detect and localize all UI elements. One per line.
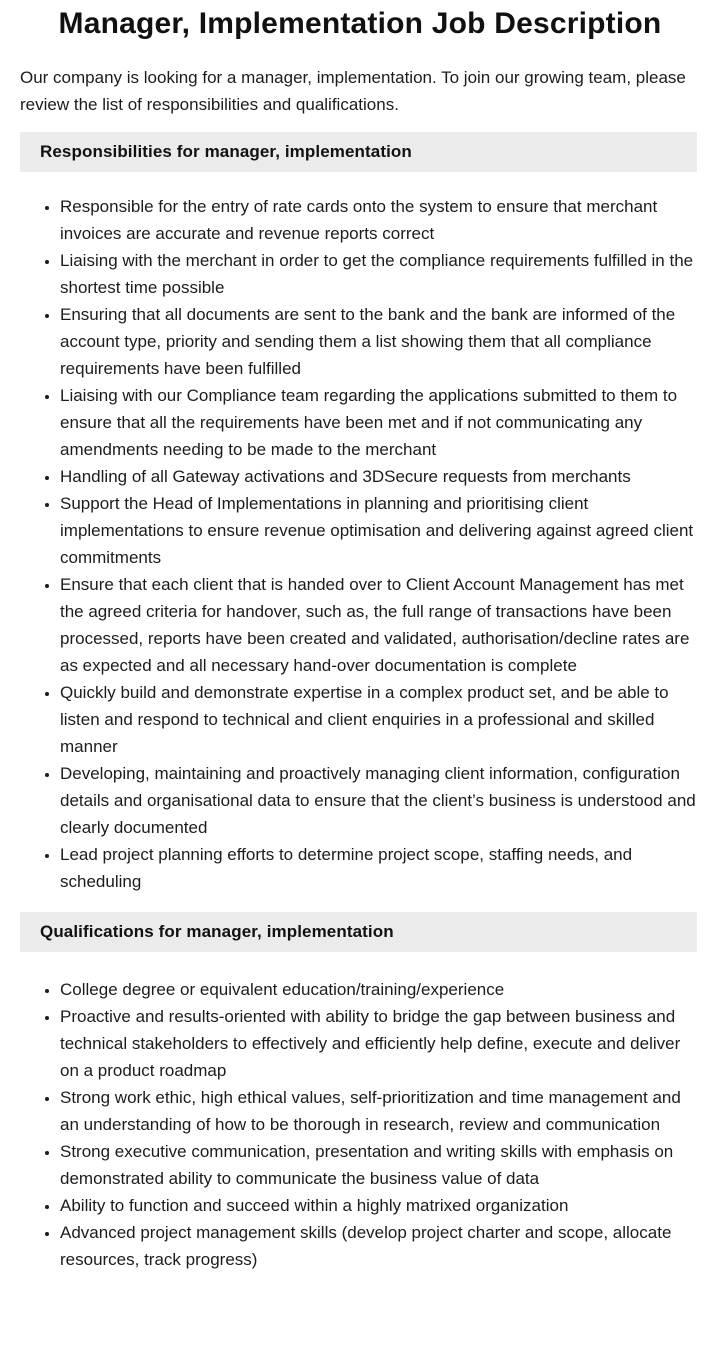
responsibility-list-item: • Lead project planning efforts to determine project scope, staffing needs, and scheduling <box>60 841 696 895</box>
responsibility-list-item: • Ensure that each client that is handed over to Client Account Management has met the agreed criteria for handover, such as, the full range of transactions have been processed, reports have been created and validated, authorisation/decline rates are as expected and all necessary hand-over documentation is complete <box>60 571 696 679</box>
section-header-qualifications <box>20 912 697 952</box>
responsibility-list-item: • Quickly build and demonstrate expertise in a complex product set, and be able to listen and respond to technical and client enquiries in a professional and skilled manner <box>60 679 696 760</box>
responsibility-list-item: • Handling of all Gateway activations and 3DSecure requests from merchants <box>60 463 696 490</box>
section-heading-responsibilities-label: Responsibilities for manager, implementation <box>40 142 412 161</box>
qualification-list-item: • College degree or equivalent education/training/experience <box>60 976 696 1003</box>
section-heading-qualifications-label: Qualifications for manager, implementation <box>40 922 394 941</box>
intro-paragraph: Our company is looking for a manager, implementation. To join our growing team, please review the list of responsibilities and qualifications. <box>20 68 686 114</box>
responsibility-list-item: • Support the Head of Implementations in planning and prioritising client implementations to ensure revenue optimisation and delivering against agreed client commitments <box>60 490 696 571</box>
responsibility-list-item: • Developing, maintaining and proactively managing client information, configuration details and organisational data to ensure that the client’s business is understood and clearly documented <box>60 760 696 841</box>
responsibility-list-item: • Liaising with the merchant in order to get the compliance requirements fulfilled in the shortest time possible <box>60 247 696 301</box>
responsibility-list-item: • Ensuring that all documents are sent to the bank and the bank are informed of the account type, priority and sending them a list showing them that all compliance requirements have been fulfilled <box>60 301 696 382</box>
responsibilities-list <box>20 193 696 895</box>
page-title: Manager, Implementation Job Description <box>58 7 662 40</box>
responsibility-list-item: • Responsible for the entry of rate cards onto the system to ensure that merchant invoices are accurate and revenue reports correct <box>60 193 696 247</box>
section-header-responsibilities <box>20 132 697 172</box>
qualification-list-item: • Ability to function and succeed within a highly matrixed organization <box>60 1192 696 1219</box>
qualification-list-item: • Strong executive communication, presentation and writing skills with emphasis on demonstrated ability to communicate the business value of data <box>60 1138 696 1192</box>
responsibility-list-item: • Liaising with our Compliance team regarding the applications submitted to them to ensure that all the requirements have been met and if not communicating any amendments needing to be made to the merchant <box>60 382 696 463</box>
qualification-list-item: • Advanced project management skills (develop project charter and scope, allocate resources, track progress) <box>60 1219 696 1273</box>
qualifications-list <box>20 976 696 1273</box>
qualification-list-item: • Strong work ethic, high ethical values, self-prioritization and time management and an understanding of how to be thorough in research, review and communication <box>60 1084 696 1138</box>
qualification-list-item: • Proactive and results-oriented with ability to bridge the gap between business and technical stakeholders to effectively and efficiently help define, execute and deliver on a product roadmap <box>60 1003 696 1084</box>
